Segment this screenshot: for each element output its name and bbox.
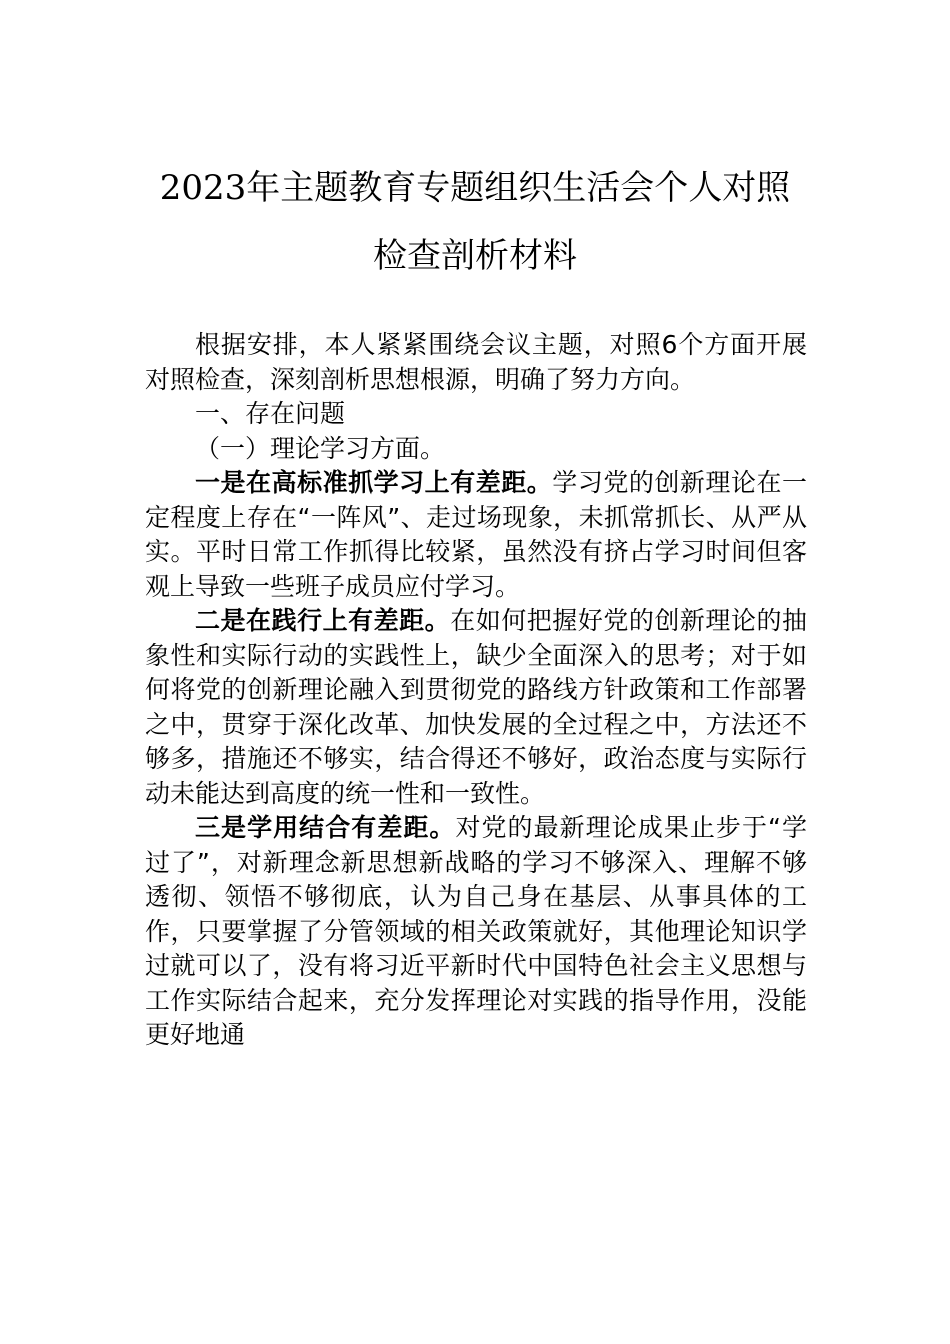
- document-title-line-1: 2023年主题教育专题组织生活会个人对照: [159, 168, 791, 208]
- point-1-heading: 一是在高标准抓学习上有差距。: [195, 468, 553, 497]
- document-title-line-2: 检查剖析材料: [373, 236, 577, 276]
- document-body: [145, 328, 807, 1053]
- point-2-text: 在如何把握好党的创新理论的抽象性和实际行动的实践性上，缺少全面深入的思考；对于如何将党的创新理论融入到贯彻党的路线方针政策和工作部署之中，贯穿于深化改革、加快发展的全过程之中，方法还不够多，措施还不够实，结合得还不够好，政治态度与实际行动未能达到高度的统一性和一致性。: [145, 606, 807, 808]
- point-1-text: 学习党的创新理论在一定程度上存在“一阵风”、走过场现象，未抓常抓长、从严从实。平时日常工作抓得比较紧，虽然没有挤占学习时间但客观上导致一些班子成员应付学习。: [145, 468, 807, 601]
- point-3-text: 对党的最新理论成果止步于“学过了”，对新理念新思想新战略的学习不够深入、理解不够透彻、领悟不够彻底，认为自己身在基层、从事具体的工作，只要掌握了分管领域的相关政策就好，其他理论知识学过就可以了，没有将习近平新时代中国特色社会主义思想与工作实际结合起来，充分发挥理论对实践的指导作用，没能更好地通: [145, 813, 807, 1049]
- point-3-heading: 三是学用结合有差距。: [195, 813, 456, 842]
- point-1-paragraph: [145, 466, 807, 604]
- point-2-paragraph: [145, 604, 807, 811]
- intro-paragraph: 根据安排，本人紧紧围绕会议主题，对照6个方面开展对照检查，深刻剖析思想根源，明确了努力方向。: [145, 330, 807, 394]
- section-heading: 一、存在问题: [195, 399, 346, 428]
- point-2-heading: 二是在践行上有差距。: [195, 606, 451, 635]
- point-3-paragraph: [145, 811, 807, 1053]
- subsection-heading: （一）理论学习方面。: [195, 433, 446, 463]
